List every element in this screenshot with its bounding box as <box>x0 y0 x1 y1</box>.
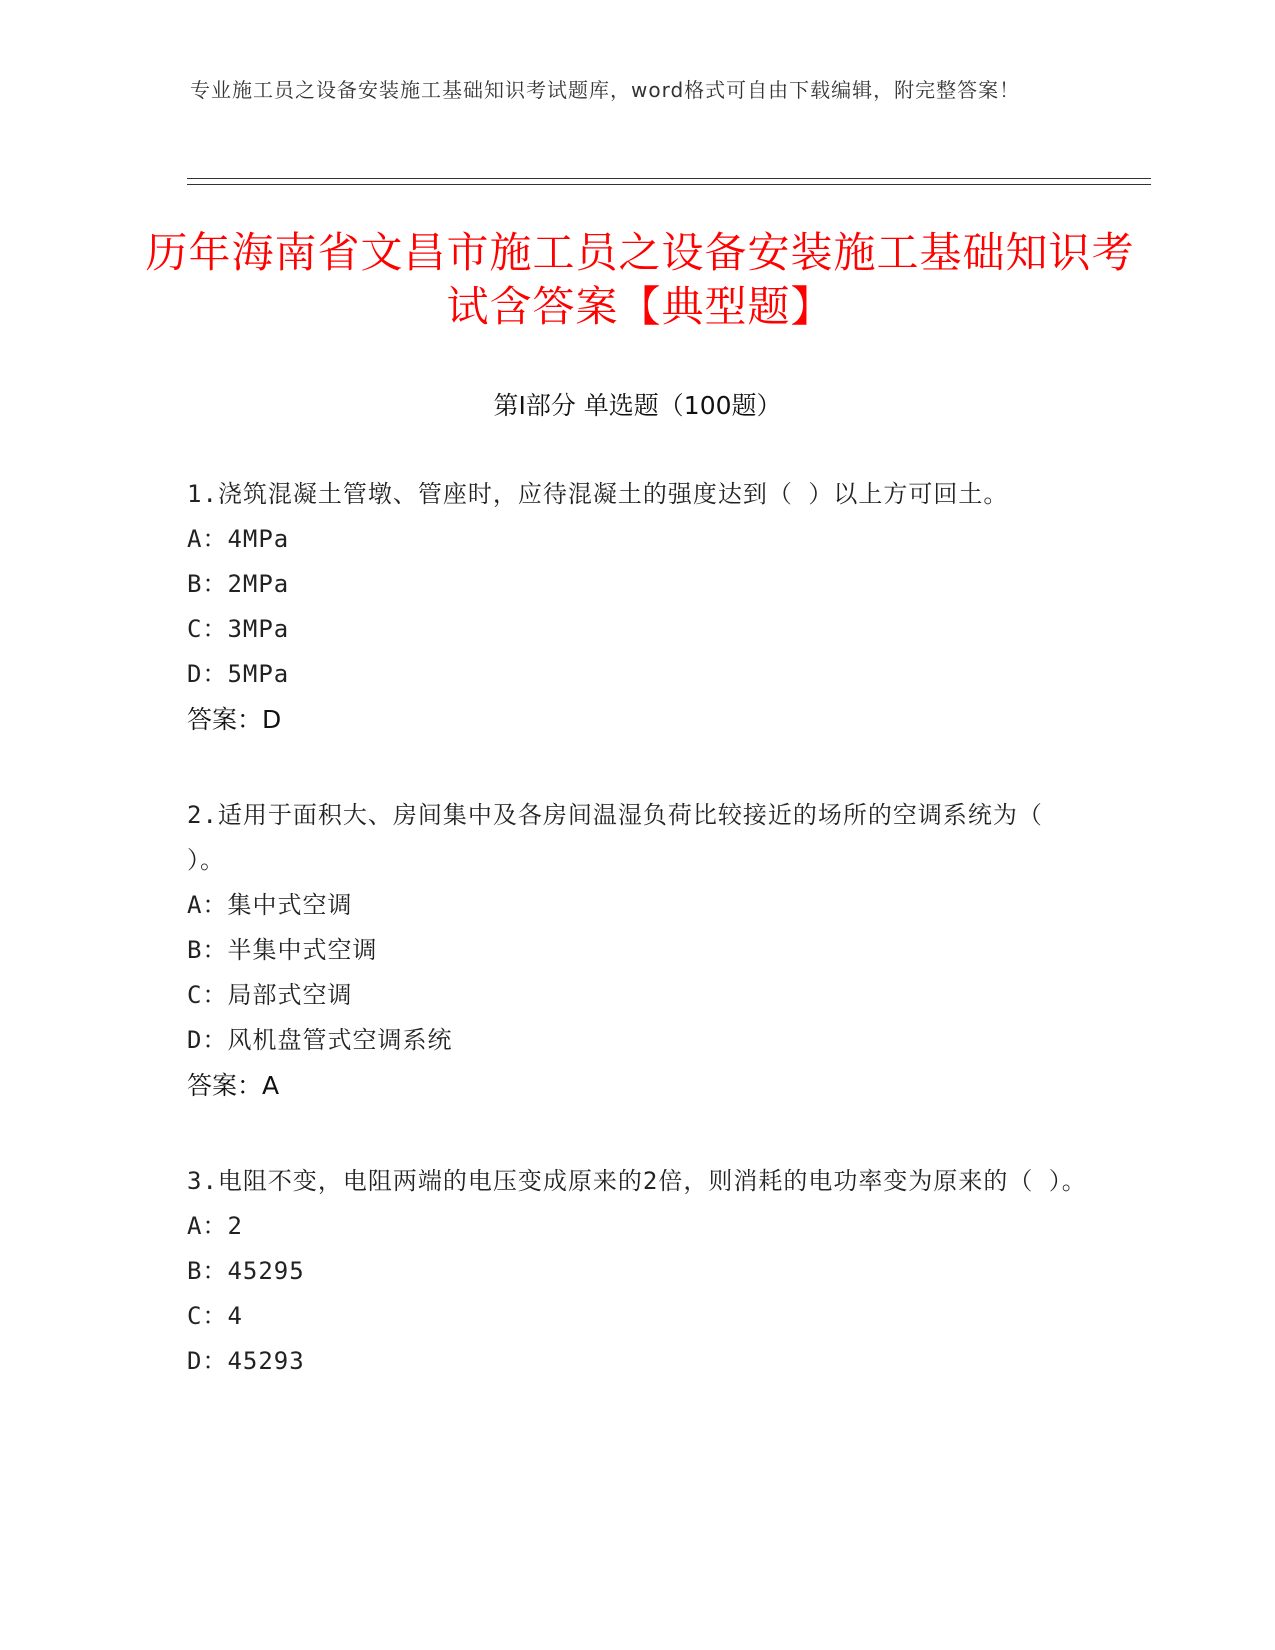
option-c: C：3MPa <box>187 615 290 643</box>
question-1 <box>187 472 1087 743</box>
question-list <box>187 472 1087 1434</box>
document-title: 历年海南省文昌市施工员之设备安装施工基础知识考试含答案【典型题】 <box>145 228 1135 331</box>
answer-label: 答案：D <box>187 705 282 734</box>
question-stem: 3.电阻不变，电阻两端的电压变成原来的2倍，则消耗的电功率变为原来的（ ）。 <box>187 1167 1087 1195</box>
question-stem: 1.浇筑混凝土管墩、管座时，应待混凝土的强度达到（ ）以上方可回土。 <box>187 480 1009 508</box>
option-a: A：集中式空调 <box>187 891 353 919</box>
question-2 <box>187 793 1087 1109</box>
answer-label: 答案：A <box>187 1071 280 1100</box>
option-d: D：5MPa <box>187 660 290 688</box>
header-note: 专业施工员之设备安装施工基础知识考试题库，word格式可自由下载编辑，附完整答案！ <box>190 78 1021 102</box>
header-rule-bottom <box>187 184 1151 185</box>
question-stem: 2.适用于面积大、房间集中及各房间温湿负荷比较接近的场所的空调系统为（ ）。 <box>187 801 1043 874</box>
section-heading: 第I部分 单选题（100题） <box>493 391 782 420</box>
option-b: B：45295 <box>187 1257 305 1285</box>
option-d: D：风机盘管式空调系统 <box>187 1026 453 1054</box>
option-a: A：4MPa <box>187 525 290 553</box>
option-d: D：45293 <box>187 1347 305 1375</box>
option-b: B：2MPa <box>187 570 290 598</box>
question-3 <box>187 1159 1087 1384</box>
option-b: B：半集中式空调 <box>187 936 378 964</box>
option-c: C：4 <box>187 1302 243 1330</box>
header-rule-top <box>187 178 1151 179</box>
option-a: A：2 <box>187 1212 243 1240</box>
option-c: C：局部式空调 <box>187 981 353 1009</box>
